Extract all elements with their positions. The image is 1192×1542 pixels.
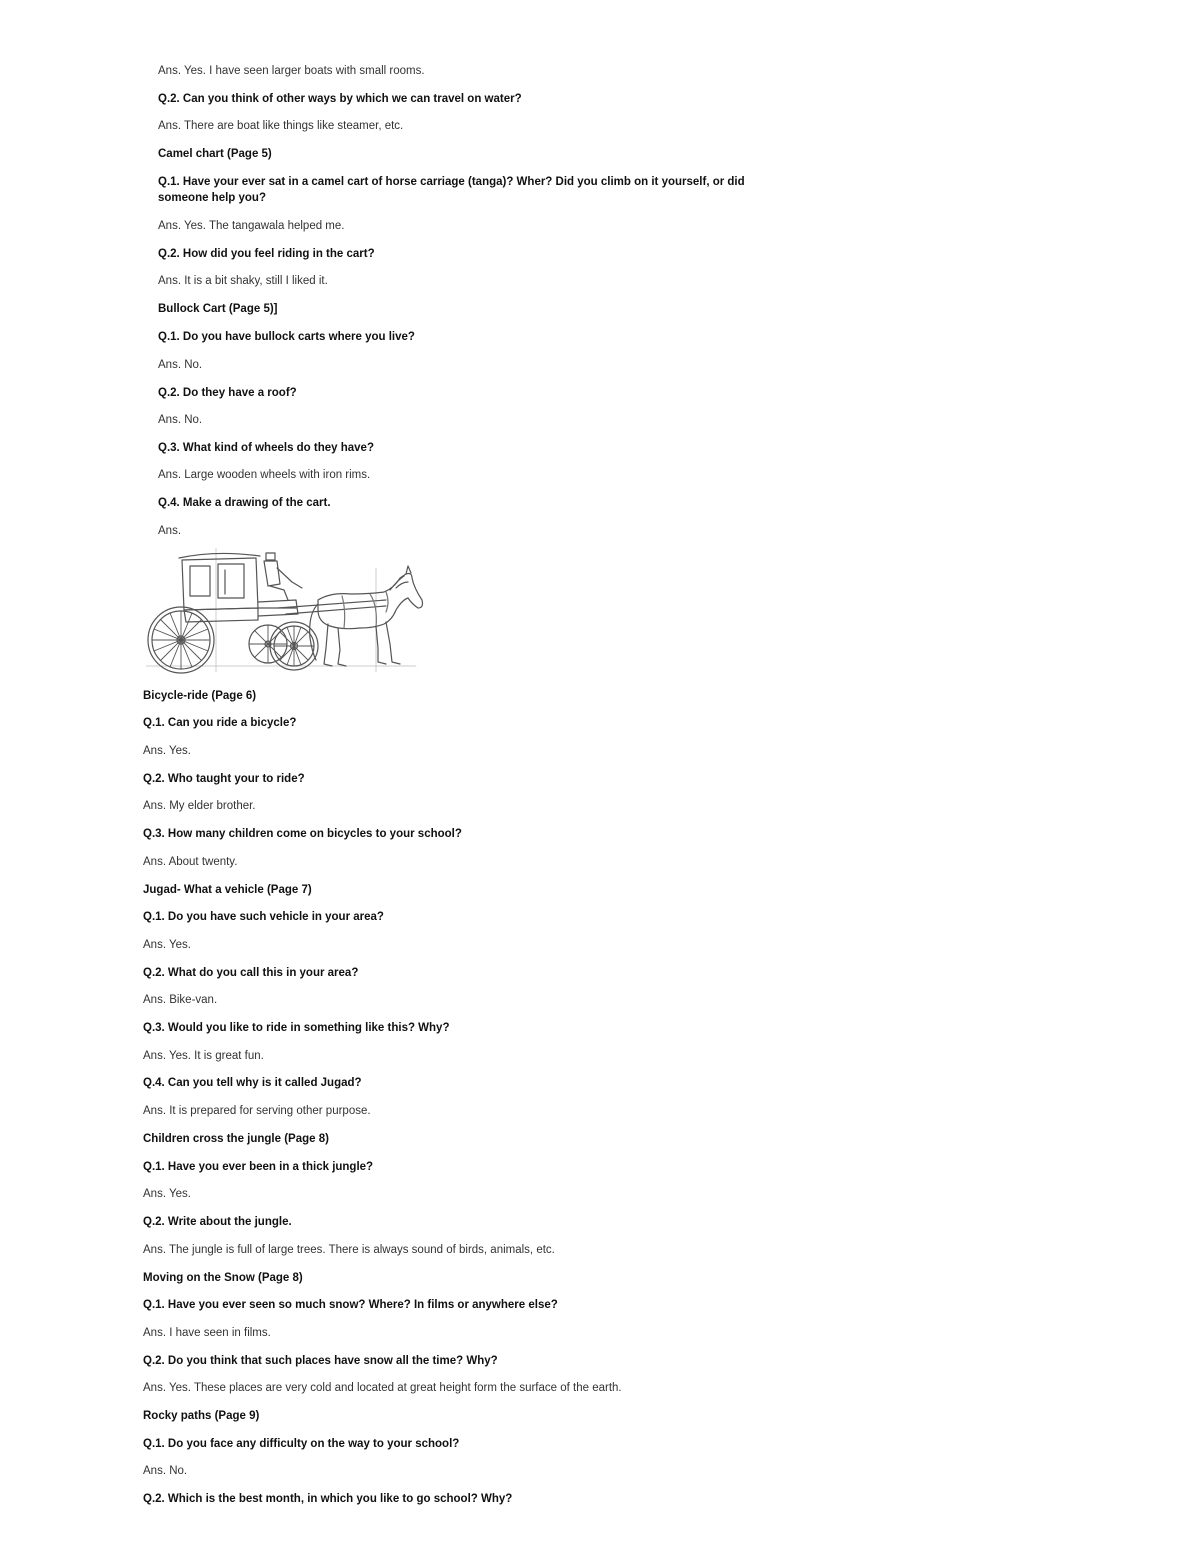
answer-text: Ans. — [158, 525, 182, 537]
question-text: Q.4. Make a drawing of the cart. — [158, 497, 331, 509]
question-text: Q.1. Do you have such vehicle in your area? — [143, 911, 384, 923]
section-heading: Rocky paths (Page 9) — [143, 1410, 260, 1422]
answer-text: Ans. Bike-van. — [143, 994, 218, 1006]
answer-text: Ans. I have seen in films. — [143, 1327, 271, 1339]
question-text: Q.2. How did you feel riding in the cart? — [158, 248, 375, 260]
question-text: Q.2. Do you think that such places have snow all the time? Why? — [143, 1355, 498, 1367]
answer-text: Ans. It is prepared for serving other purpose. — [143, 1105, 371, 1117]
question-text: Q.1. Have you ever seen so much snow? Where? In films or anywhere else? — [143, 1299, 558, 1311]
answer-text: Ans. Large wooden wheels with iron rims. — [158, 469, 371, 481]
answer-text: Ans. Yes. These places are very cold and located at great height form the surface of the earth. — [143, 1382, 622, 1394]
answer-text: Ans. No. — [158, 359, 203, 371]
question-text: Q.1. Do you have bullock carts where you live? — [158, 331, 415, 343]
section-heading: Children cross the jungle (Page 8) — [143, 1133, 329, 1145]
answer-text: Ans. My elder brother. — [143, 800, 256, 812]
section-heading: Bicycle-ride (Page 6) — [143, 690, 257, 702]
question-text: Q.2. Who taught your to ride? — [143, 773, 305, 785]
question-text: Q.1. Have your ever sat in a camel cart of horse carriage (tanga)? Wher? Did you climb on it yourself, or did someone help you? — [158, 176, 745, 204]
question-text: Q.2. Which is the best month, in which you like to go school? Why? — [143, 1493, 513, 1505]
question-text: Q.4. Can you tell why is it called Jugad? — [143, 1077, 362, 1089]
answer-text: Ans. Yes. — [143, 745, 191, 757]
question-text: Q.3. How many children come on bicycles to your school? — [143, 828, 462, 840]
question-text: Q.2. Can you think of other ways by which we can travel on water? — [158, 93, 522, 105]
answer-text: Ans. Yes. It is great fun. — [143, 1050, 264, 1062]
answer-text: Ans. Yes. I have seen larger boats with small rooms. — [158, 65, 425, 77]
section-heading: Jugad- What a vehicle (Page 7) — [143, 884, 312, 896]
section-heading: Moving on the Snow (Page 8) — [143, 1272, 303, 1284]
answer-text: Ans. The jungle is full of large trees. There is always sound of birds, animals, etc. — [143, 1244, 555, 1256]
answer-text: Ans. There are boat like things like steamer, etc. — [158, 120, 404, 132]
answer-text: Ans. Yes. — [143, 939, 191, 951]
answer-text: Ans. About twenty. — [143, 856, 238, 868]
horse-carriage-drawing — [146, 548, 428, 674]
answer-text: Ans. Yes. — [143, 1188, 191, 1200]
question-text: Q.1. Have you ever been in a thick jungle? — [143, 1161, 374, 1173]
question-text: Q.2. What do you call this in your area? — [143, 967, 359, 979]
question-text: Q.3. What kind of wheels do they have? — [158, 442, 374, 454]
question-text: Q.2. Write about the jungle. — [143, 1216, 292, 1228]
answer-text: Ans. No. — [158, 414, 203, 426]
answer-text: Ans. It is a bit shaky, still I liked it. — [158, 275, 328, 287]
answer-text: Ans. Yes. The tangawala helped me. — [158, 220, 345, 232]
section-heading: Camel chart (Page 5) — [158, 148, 272, 160]
question-text: Q.3. Would you like to ride in something like this? Why? — [143, 1022, 450, 1034]
question-text: Q.1. Do you face any difficulty on the way to your school? — [143, 1438, 460, 1450]
answer-text: Ans. No. — [143, 1465, 188, 1477]
section-heading: Bullock Cart (Page 5)] — [158, 303, 278, 315]
question-text: Q.1. Can you ride a bicycle? — [143, 717, 297, 729]
question-text: Q.2. Do they have a roof? — [158, 387, 297, 399]
